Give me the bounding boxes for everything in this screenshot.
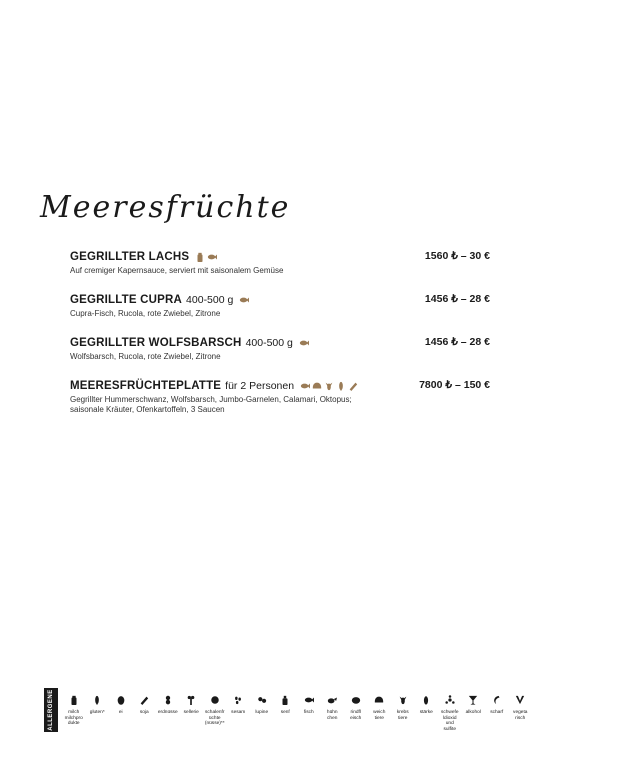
allergen-label: sellerie bbox=[183, 710, 199, 715]
allergen-label: senf bbox=[280, 710, 290, 715]
allergen-icon-wrap bbox=[492, 694, 502, 706]
allergen-icon-wrap bbox=[445, 694, 455, 706]
menu-item-price: 7800 ₺ – 150 € bbox=[419, 379, 490, 391]
starch-icon bbox=[421, 695, 431, 705]
allergen-legend-item bbox=[344, 688, 368, 738]
allergen-legend-item bbox=[438, 688, 462, 738]
allergen-icon-wrap bbox=[186, 694, 196, 706]
vegetarian-icon bbox=[515, 695, 525, 705]
section-title: Meeresfrüchte bbox=[40, 190, 291, 225]
beef-icon bbox=[351, 695, 361, 705]
allergen-legend-item bbox=[180, 688, 204, 738]
allergen-icon-wrap bbox=[468, 694, 478, 706]
fish-icon bbox=[207, 252, 217, 262]
allergen-label: stärke bbox=[419, 710, 433, 715]
allergen-legend-item bbox=[368, 688, 392, 738]
menu-item-description bbox=[70, 266, 490, 276]
menu-item bbox=[70, 250, 490, 276]
allergen-label: gluten* bbox=[89, 710, 105, 715]
milk-bottle-icon bbox=[195, 252, 205, 262]
allergen-legend-item bbox=[391, 688, 415, 738]
menu-item-name: GEGRILLTE CUPRA bbox=[70, 294, 183, 306]
allergen-legend-tag-label: ALLERGENE bbox=[48, 689, 54, 731]
menu-item bbox=[70, 379, 490, 415]
celery-icon bbox=[186, 695, 196, 705]
menu-item-price: 1456 ₺ – 28 € bbox=[424, 293, 490, 305]
allergen-icon-wrap bbox=[398, 694, 408, 706]
chili-icon bbox=[492, 695, 502, 705]
allergen-legend-item bbox=[227, 688, 251, 738]
mollusc-icon bbox=[312, 381, 322, 391]
milk-bottle-icon bbox=[69, 695, 79, 705]
menu-item-description bbox=[70, 309, 490, 319]
allergen-legend-item bbox=[297, 688, 321, 738]
allergen-legend-item bbox=[462, 688, 486, 738]
allergen-label: milch milchpro dukte bbox=[64, 710, 83, 726]
allergen-legend-items bbox=[62, 688, 532, 738]
allergen-icon-wrap bbox=[116, 694, 126, 706]
allergen-icon-wrap bbox=[257, 694, 267, 706]
menu-item-price: 1560 ₺ – 30 € bbox=[424, 250, 490, 262]
allergen-legend-item bbox=[321, 688, 345, 738]
allergen-icon-wrap bbox=[69, 694, 79, 706]
allergen-icon-wrap bbox=[280, 694, 290, 706]
allergen-legend bbox=[44, 688, 532, 738]
sesame-icon bbox=[233, 695, 243, 705]
allergen-legend-item bbox=[109, 688, 133, 738]
menu-item-portion: für 2 Personen bbox=[225, 380, 295, 392]
nut-icon bbox=[210, 695, 220, 705]
allergen-icon-wrap bbox=[515, 694, 525, 706]
allergen-label: rindfl eisch bbox=[350, 710, 362, 721]
menu-item-description-line: Auf cremiger Kapernsauce, serviert mit saisonalem Gemüse bbox=[70, 266, 284, 275]
allergen-label: ei bbox=[118, 710, 123, 715]
menu-item-name: GEGRILLTER WOLFSBARSCH bbox=[70, 337, 242, 349]
mollusc-icon bbox=[374, 695, 384, 705]
peanut-icon bbox=[163, 695, 173, 705]
menu-item bbox=[70, 336, 490, 362]
soy-icon bbox=[348, 381, 358, 391]
menu-item-allergen-icons bbox=[239, 295, 249, 305]
egg-icon bbox=[116, 695, 126, 705]
allergen-legend-item bbox=[415, 688, 439, 738]
menu-item-description-line: Wolfsbarsch, Rucola, rote Zwiebel, Zitrone bbox=[70, 352, 221, 361]
allergen-legend-tag bbox=[44, 688, 58, 732]
menu-item bbox=[70, 293, 490, 319]
allergen-legend-item bbox=[62, 688, 86, 738]
menu-item-allergen-icons bbox=[300, 381, 358, 391]
menu-item-description-line: saisonale Kräuter, Ofenkartoffeln, 3 Saucen bbox=[70, 405, 225, 414]
allergen-legend-item bbox=[274, 688, 298, 738]
allergen-label: sesam bbox=[231, 710, 246, 715]
allergen-icon-wrap bbox=[163, 694, 173, 706]
allergen-label: schalenfr üchte (nüsse)** bbox=[204, 710, 225, 726]
fish-icon bbox=[304, 695, 314, 705]
crustacean-icon bbox=[324, 381, 334, 391]
menu-item-allergen-icons bbox=[195, 252, 217, 262]
menu-item-name: MEERESFRÜCHTEPLATTE bbox=[70, 380, 222, 392]
allergen-icon-wrap bbox=[421, 694, 431, 706]
allergen-icon-wrap bbox=[210, 694, 220, 706]
menu-item-name: GEGRILLTER LACHS bbox=[70, 251, 190, 263]
allergen-label: soja bbox=[139, 710, 149, 715]
fish-icon bbox=[239, 295, 249, 305]
mustard-icon bbox=[280, 695, 290, 705]
gluten-icon bbox=[92, 695, 102, 705]
allergen-label: vegeta risch bbox=[513, 710, 528, 721]
lupin-icon bbox=[257, 695, 267, 705]
chicken-icon bbox=[327, 695, 337, 705]
menu-item-description-line: Cupra-Fisch, Rucola, rote Zwiebel, Zitrone bbox=[70, 309, 221, 318]
crustacean-icon bbox=[398, 695, 408, 705]
allergen-legend-item bbox=[86, 688, 110, 738]
menu-item-description-line: Gegrillter Hummerschwanz, Wolfsbarsch, Jumbo-Garnelen, Calamari, Oktopus; bbox=[70, 395, 352, 404]
menu-item-allergen-icons bbox=[299, 338, 309, 348]
allergen-label: krebs tiere bbox=[396, 710, 409, 721]
allergen-icon-wrap bbox=[327, 694, 337, 706]
allergen-icon-wrap bbox=[374, 694, 384, 706]
gluten-icon bbox=[336, 381, 346, 391]
allergen-icon-wrap bbox=[92, 694, 102, 706]
allergen-label: lupine bbox=[255, 710, 269, 715]
sulfite-icon bbox=[445, 695, 455, 705]
allergen-legend-item bbox=[156, 688, 180, 738]
allergen-icon-wrap bbox=[139, 694, 149, 706]
allergen-label: hühn chen bbox=[326, 710, 338, 721]
menu-item-description bbox=[70, 395, 490, 415]
allergen-label: fisch bbox=[303, 710, 314, 715]
allergen-legend-item bbox=[509, 688, 533, 738]
allergen-legend-item bbox=[250, 688, 274, 738]
menu-item-portion: 400-500 g bbox=[186, 294, 234, 306]
allergen-label: erdnüsse bbox=[157, 710, 178, 715]
allergen-label: alkohol bbox=[465, 710, 481, 715]
allergen-label: weich tiere bbox=[373, 710, 386, 721]
menu-item-description bbox=[70, 352, 490, 362]
menu-item-portion: 400-500 g bbox=[245, 337, 293, 349]
allergen-icon-wrap bbox=[233, 694, 243, 706]
allergen-legend-item bbox=[203, 688, 227, 738]
fish-icon bbox=[300, 381, 310, 391]
menu-item-price: 1456 ₺ – 28 € bbox=[424, 336, 490, 348]
allergen-icon-wrap bbox=[351, 694, 361, 706]
fish-icon bbox=[299, 338, 309, 348]
allergen-legend-item bbox=[485, 688, 509, 738]
allergen-icon-wrap bbox=[304, 694, 314, 706]
cocktail-icon bbox=[468, 695, 478, 705]
soy-icon bbox=[139, 695, 149, 705]
allergen-label: scharf bbox=[490, 710, 504, 715]
allergen-label: schwefe ldioxid und sulfite bbox=[440, 710, 459, 732]
allergen-legend-item bbox=[133, 688, 157, 738]
